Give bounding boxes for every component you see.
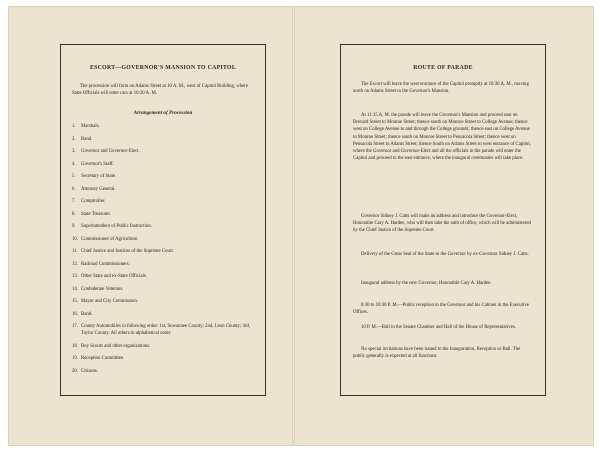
list-item: 11. Chief Justice and Justices of the Supreme Court. — [72, 249, 174, 254]
route-paragraph: Governor Sidney J. Catts will make an address and introduce the Governor-Elect, Honorable Cary A. Hardee, who will then take the oath of office, which will be administered by the Chief Justice of the Supreme Court. — [353, 214, 531, 234]
list-item: 4. Governor's Staff. — [72, 161, 114, 167]
list-item: 18. Boy Scouts and other organizations. — [72, 343, 151, 349]
list-item: 14. Confederate Veterans. — [72, 286, 124, 292]
escort-panel — [60, 44, 266, 396]
list-item: 1. Marshals. — [72, 124, 100, 129]
route-paragraph: At 11:15 A. M. the parade will leave the Governor's Mansion and proceed east on Brevard Street to Monroe Street; thence south on Monroe Street to College Avenue; thence west on College Avenue to and through the College grounds; thence east on College Avenue to Monroe Street; thence south on Monroe Street to Pensacola Street; thence west on Pensacola Street to Adams Street; thence South on Adams Street to west entrance of Capitol, where the Governor and Governor-Elect and all the officials in the parade will enter the Capitol and proceed to the east entrance, where the inaugural ceremonies will take place. — [353, 113, 531, 162]
procession-list — [72, 123, 255, 380]
list-item: 15. Mayor and City Commission. — [72, 299, 139, 304]
list-item: 9. Superintendent of Public Instruction. — [72, 224, 152, 229]
route-title: ROUTE OF PARADE — [413, 65, 473, 71]
list-item: 3. Governor and Governor-Elect. — [72, 149, 140, 154]
list-item: 17. County Automobiles in following order: 1st, Suwannee County; 2nd, Leon County; 3rd, Taylor County. All others in alphabetical order. — [72, 324, 250, 337]
procession-subhead: Arrangement of Procession — [133, 110, 193, 116]
escort-title: ESCORT—GOVERNOR'S MANSION TO CAPITOL — [89, 65, 237, 71]
list-item: 5. Secretary of State. — [72, 174, 117, 179]
list-item: 12. Railroad Commissioners. — [72, 261, 130, 267]
center-fold — [292, 6, 295, 446]
list-item: 19. Reception Committee. — [72, 356, 125, 362]
list-item: 16. Band. — [72, 311, 93, 317]
list-item: 20. Citizens. — [72, 368, 98, 374]
route-paragraph: No special invitations have been issued to the Inauguration, Reception or Ball. The public generally is expected at all functions. — [353, 347, 521, 360]
list-item: 10. Commissioner of Agriculture. — [72, 236, 139, 242]
escort-intro: The procession will form on Adams Street at 10 A. M., west of Capitol Building, where State Officials will enter cars at 10:30 A. M. — [72, 84, 249, 96]
route-paragraph: Delivery of the Great Seal of the State to the Governor by ex-Governor Sidney J. Catts. — [361, 252, 529, 257]
route-panel — [340, 44, 546, 396]
list-item: 6. Attorney General. — [72, 186, 116, 192]
list-item: 8. State Treasurer. — [72, 211, 111, 217]
route-paragraph: Inaugural address by the new Governor, Honorable Cary A. Hardee. — [361, 281, 492, 286]
route-paragraph: 10 P. M.—Ball in the Senate Chamber and Hall of the House of Representatives. — [361, 325, 516, 330]
list-item: 2. Band. — [72, 136, 93, 142]
list-item: 13. Other State and ex-State Officials. — [72, 274, 147, 279]
route-paragraph: 8:30 to 10:30 P. M.—Public reception to the Governor and his Cabinet in the Executive Offices. — [353, 303, 529, 316]
list-item: 7. Comptroller. — [72, 199, 106, 204]
route-paragraph: The Escort will leave the west entrance of the Capitol promptly at 10:30 A. M., moving north on Adams Street to the Governor's Mansion. — [353, 82, 529, 95]
